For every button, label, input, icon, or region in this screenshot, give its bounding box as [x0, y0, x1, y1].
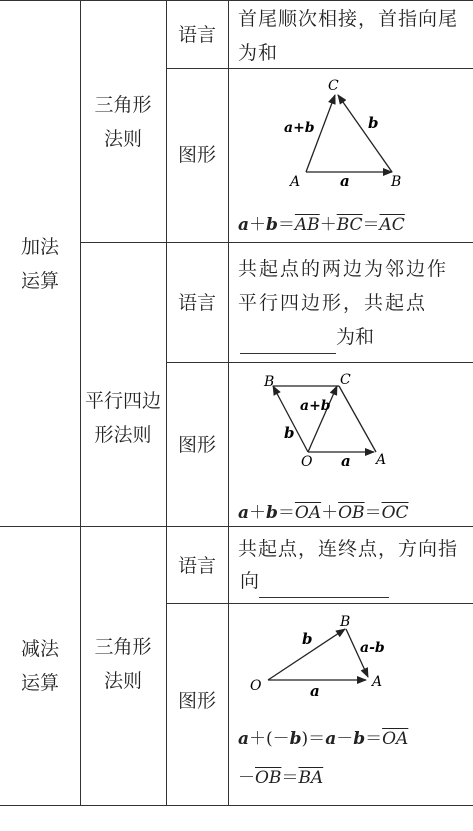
label-A: A: [376, 452, 387, 468]
label-a-plus-b: a+b: [300, 398, 331, 414]
subtraction-language-text-2: 向: [240, 564, 462, 598]
label-O: O: [250, 678, 262, 694]
addition-label: 加法 运算: [20, 236, 59, 292]
subtraction-figure: [228, 604, 473, 714]
addition-triangle-formula: $a+b=\overline{AB}+\overline{BC}=\overline{AC}$: [238, 215, 405, 235]
parallelogram-rule-name: 平行四边 形法则: [84, 390, 161, 446]
subtraction-formula-1: $a+(-b)=a-b=\overline{OA}$: [238, 729, 409, 749]
label-A: A: [290, 174, 301, 190]
header-figure-1: 图形: [177, 144, 216, 166]
parallelogram-language-text: 共起点的两边为邻边作平行四边形，共起点: [238, 258, 449, 314]
addition-triangle-rule-name: 三角形 法则: [94, 94, 152, 150]
label-B: B: [340, 614, 351, 630]
label-a-plus-b: a+b: [284, 120, 315, 136]
label-a: a: [341, 452, 351, 470]
subtraction-formula-2: $-\overline{OB}=\overline{BA}$: [238, 768, 324, 788]
subtraction-triangle-rule-name: 三角形 法则: [94, 636, 152, 692]
addition-triangle-figure: [228, 68, 473, 202]
label-C: C: [340, 372, 351, 388]
parallelogram-language-text-2: 为和: [240, 320, 462, 354]
label-O: O: [301, 454, 313, 470]
parallelogram-figure: [228, 362, 473, 492]
header-language-3: 语言: [177, 555, 216, 577]
label-B: B: [264, 374, 275, 390]
label-a-minus-b: a-b: [360, 640, 385, 656]
label-a: a: [310, 682, 320, 700]
header-language-2: 语言: [177, 292, 216, 314]
addition-triangle-language-text: 首尾顺次相接，首指向尾为和: [238, 8, 459, 64]
label-C: C: [328, 78, 339, 94]
parallelogram-formula: $a+b=\overline{OA}+\overline{OB}=\overline{OC}$: [238, 503, 409, 523]
header-language-1: 语言: [177, 24, 216, 46]
parallelogram-blank: [240, 335, 336, 354]
subtraction-blank: [259, 579, 389, 598]
label-b: b: [302, 630, 313, 648]
header-figure-3: 图形: [177, 690, 216, 712]
label-a: a: [340, 172, 350, 190]
header-figure-2: 图形: [177, 434, 216, 456]
label-b: b: [284, 424, 295, 442]
label-B: B: [391, 174, 402, 190]
subtraction-label: 减法 运算: [20, 638, 59, 694]
label-A: A: [372, 674, 383, 690]
subtraction-language-text: 共起点，连终点，方向指: [238, 538, 459, 560]
label-b: b: [368, 114, 379, 132]
